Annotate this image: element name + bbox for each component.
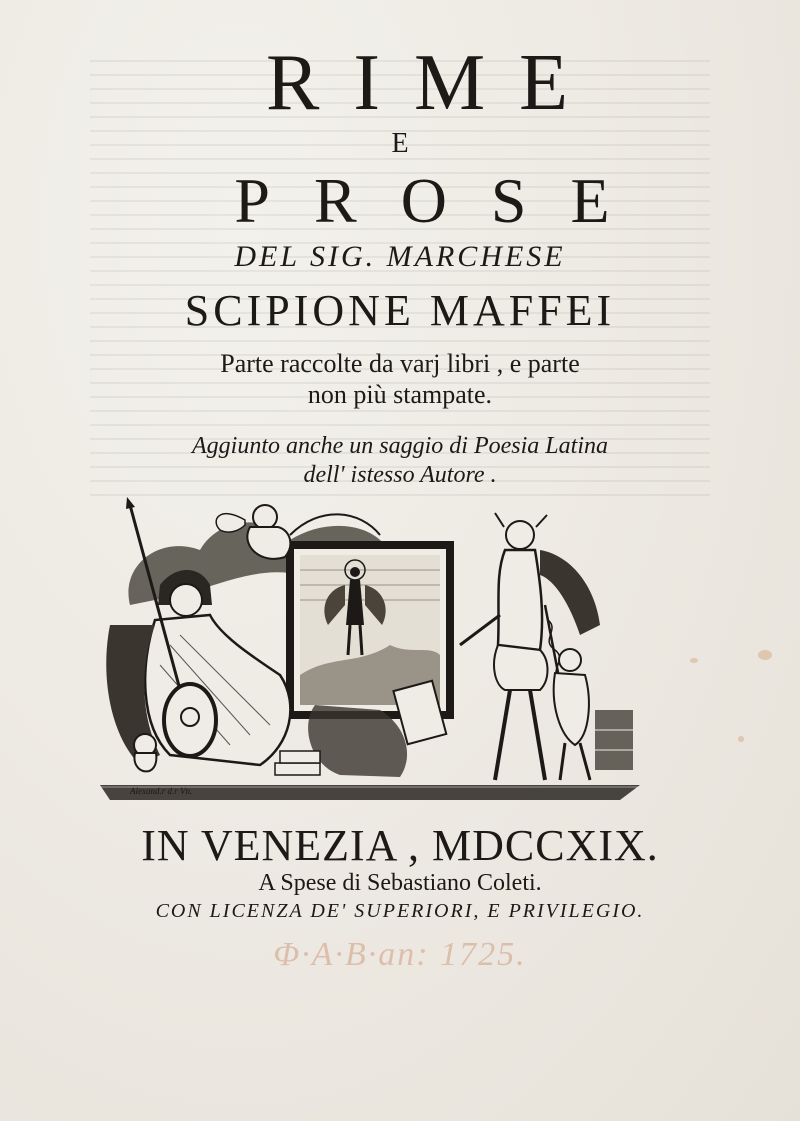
allegorical-engraving [100, 495, 640, 810]
foxing-spot [690, 658, 698, 663]
engraving-signature: Alexand.r d.r Vn. [130, 786, 193, 796]
author-name: SCIPIONE MAFFEI [184, 286, 616, 335]
description-line-2: non più stampate. [307, 380, 493, 409]
foxing-spot [738, 736, 744, 742]
addition-line-2: dell' istesso Autore . [303, 462, 497, 488]
description-line-1: Parte raccolte da varj libri , e parte [220, 349, 580, 378]
addition-line-1: Aggiunto anche un saggio di Poesia Latina [192, 433, 608, 459]
imprint-publisher: A Spese di Sebastiano Coleti. [258, 870, 542, 896]
imprint-license: CON LICENZA DE' SUPERIORI, E PRIVILEGIO. [155, 900, 645, 922]
title-conjunction: E [391, 128, 409, 159]
ownership-stamp: Φ·A·B·an: 1725. [273, 936, 527, 973]
foxing-spot [758, 650, 772, 660]
title-prose: PROSE [234, 165, 654, 236]
imprint-place: IN VENEZIA , MDCCXIX. [141, 821, 659, 870]
author-prefix: DEL SIG. MARCHESE [234, 240, 566, 273]
title-rime: RIME [266, 39, 602, 127]
